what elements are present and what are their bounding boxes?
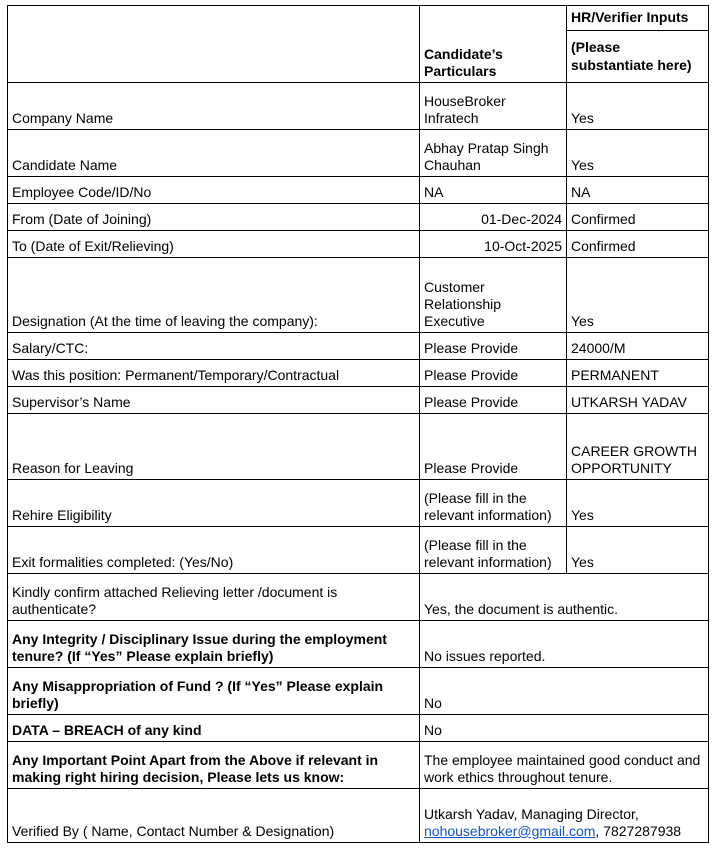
full-row-value: No issues reported. (420, 621, 709, 668)
field-label: Employee Code/ID/No (8, 177, 420, 204)
hr-input-value: NA (567, 177, 709, 204)
particulars-value: (Please fill in the relevant information) (420, 527, 567, 574)
row-to-date (8, 231, 709, 258)
row-reason-for-leaving (8, 414, 709, 480)
verified-by-name-designation: Utkarsh Yadav, Managing Director, (424, 805, 639, 822)
hr-input-value: Yes (567, 480, 709, 527)
particulars-value: Please Provide (420, 414, 567, 480)
particulars-value: Please Provide (420, 387, 567, 414)
particulars-value: (Please fill in the relevant information) (420, 480, 567, 527)
field-label: To (Date of Exit/Relieving) (8, 231, 420, 258)
row-position-type (8, 360, 709, 387)
verifier-phone: , 7827287938 (595, 822, 682, 839)
hr-substantiate-header: (Please substantiate here) (567, 31, 709, 83)
field-label: DATA – BREACH of any kind (8, 715, 420, 742)
particulars-value: Please Provide (420, 333, 567, 360)
row-salary (8, 333, 709, 360)
hr-input-value: Confirmed (567, 231, 709, 258)
row-supervisor (8, 387, 709, 414)
hr-input-value: Yes (567, 527, 709, 574)
row-misappropriation (8, 668, 709, 715)
row-important-point (8, 742, 709, 789)
particulars-value: HouseBroker Infratech (420, 83, 567, 130)
row-data-breach (8, 715, 709, 742)
field-label: Any Misappropriation of Fund ? (If “Yes” Please explain briefly) (8, 668, 420, 715)
field-label: Exit formalities completed: (Yes/No) (8, 527, 420, 574)
hr-verifier-header: HR/Verifier Inputs (567, 6, 709, 31)
row-employee-code (8, 177, 709, 204)
row-exit-formalities (8, 527, 709, 574)
verification-table (7, 5, 709, 843)
row-rehire-eligibility (8, 480, 709, 527)
full-row-value: No (420, 715, 709, 742)
field-label: Company Name (8, 83, 420, 130)
particulars-value: Abhay Pratap Singh Chauhan (420, 130, 567, 177)
hr-input-value: UTKARSH YADAV (567, 387, 709, 414)
verifier-email-link[interactable]: nohousebroker@gmail.com (424, 822, 596, 839)
hr-input-value: Yes (567, 83, 709, 130)
row-company-name (8, 83, 709, 130)
hr-input-value: 24000/M (567, 333, 709, 360)
field-label: Kindly confirm attached Relieving letter /document is authenticate? (8, 574, 420, 621)
row-verified-by (8, 789, 709, 843)
row-relieving-letter (8, 574, 709, 621)
verified-by-value (420, 789, 709, 843)
particulars-value: Customer Relationship Executive (420, 258, 567, 333)
hr-input-value: PERMANENT (567, 360, 709, 387)
field-label: Designation (At the time of leaving the company): (8, 258, 420, 333)
field-label: Candidate Name (8, 130, 420, 177)
candidate-particulars-header: Candidate’s Particulars (420, 6, 567, 83)
empty-header-cell (8, 6, 420, 83)
field-label: Rehire Eligibility (8, 480, 420, 527)
field-label: Was this position: Permanent/Temporary/Contractual (8, 360, 420, 387)
row-from-date (8, 204, 709, 231)
particulars-value: 01-Dec-2024 (420, 204, 567, 231)
field-label: Any Integrity / Disciplinary Issue during the employment tenure? (If “Yes” Please explain briefly) (8, 621, 420, 668)
full-row-value: Yes, the document is authentic. (420, 574, 709, 621)
row-candidate-name (8, 130, 709, 177)
hr-input-value: CAREER GROWTH OPPORTUNITY (567, 414, 709, 480)
particulars-value: 10-Oct-2025 (420, 231, 567, 258)
row-integrity-issue (8, 621, 709, 668)
hr-input-value: Yes (567, 258, 709, 333)
particulars-value: Please Provide (420, 360, 567, 387)
field-label: Reason for Leaving (8, 414, 420, 480)
field-label: Verified By ( Name, Contact Number & Designation) (8, 789, 420, 843)
full-row-value: The employee maintained good conduct and work ethics throughout tenure. (420, 742, 709, 789)
field-label: Any Important Point Apart from the Above if relevant in making right hiring decision, Please lets us know: (8, 742, 420, 789)
header-row-1 (8, 6, 709, 31)
row-designation (8, 258, 709, 333)
field-label: Salary/CTC: (8, 333, 420, 360)
hr-input-value: Confirmed (567, 204, 709, 231)
hr-input-value: Yes (567, 130, 709, 177)
particulars-value: NA (420, 177, 567, 204)
field-label: Supervisor’s Name (8, 387, 420, 414)
field-label: From (Date of Joining) (8, 204, 420, 231)
full-row-value: No (420, 668, 709, 715)
